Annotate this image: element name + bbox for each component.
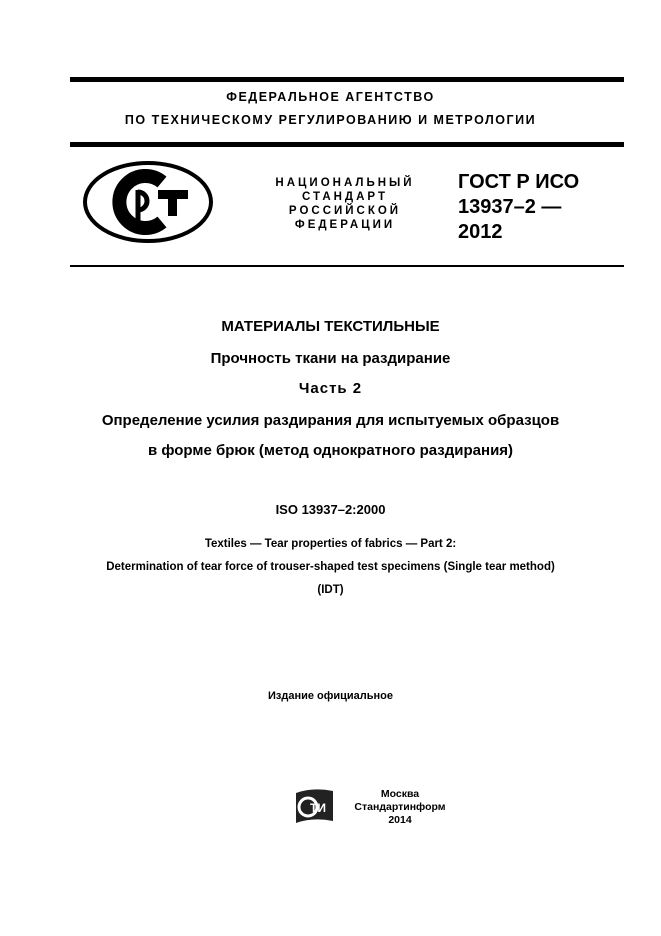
publisher-city: Москва [380, 788, 420, 800]
designation-line: 13937–2 — [458, 196, 562, 218]
designation-line: ГОСТ Р ИСО [458, 171, 580, 193]
logo-rule [70, 265, 624, 267]
standard-type-line: СТАНДАРТ [302, 191, 388, 203]
standard-type-line: РОССИЙСКОЙ [288, 205, 402, 217]
publisher-name: Стандартинформ [354, 801, 446, 813]
title-desc2: в форме брюк (метод однократного раздирания) [147, 442, 514, 459]
standard-designation [458, 170, 579, 245]
svg-text:ТИ: ТИ [310, 801, 326, 815]
title-main: МАТЕРИАЛЫ ТЕКСТИЛЬНЫЕ [221, 318, 440, 335]
agency-line2: ПО ТЕХНИЧЕСКОМУ РЕГУЛИРОВАНИЮ И МЕТРОЛОГИИ [124, 113, 537, 127]
top-rule [70, 77, 624, 82]
iso-en1: Textiles — Tear properties of fabrics — Part 2: [204, 538, 457, 550]
header-rule [70, 142, 624, 147]
iso-en3: (IDT) [317, 584, 344, 596]
standard-type-line: НАЦИОНАЛЬНЫЙ [275, 177, 415, 189]
iso-en2: Determination of tear force of trouser-shaped test specimens (Single tear method) [106, 561, 555, 573]
title-part: Часть 2 [298, 380, 363, 397]
standard-type-line: ФЕДЕРАЦИИ [294, 219, 396, 231]
title-sub: Прочность ткани на раздирание [210, 350, 451, 367]
iso-ref: ISO 13937–2:2000 [275, 502, 386, 517]
gost-r-logo [82, 160, 214, 244]
agency-line1: ФЕДЕРАЛЬНОЕ АГЕНТСТВО [226, 90, 435, 104]
designation-line: 2012 [458, 221, 503, 243]
publisher-year: 2014 [388, 814, 412, 826]
standard-type [245, 176, 445, 232]
standartinform-logo [293, 787, 337, 827]
edition: Издание официальное [267, 690, 394, 702]
publisher-block [345, 788, 455, 827]
title-desc1: Определение усилия раздирания для испытуемых образцов [101, 412, 560, 429]
